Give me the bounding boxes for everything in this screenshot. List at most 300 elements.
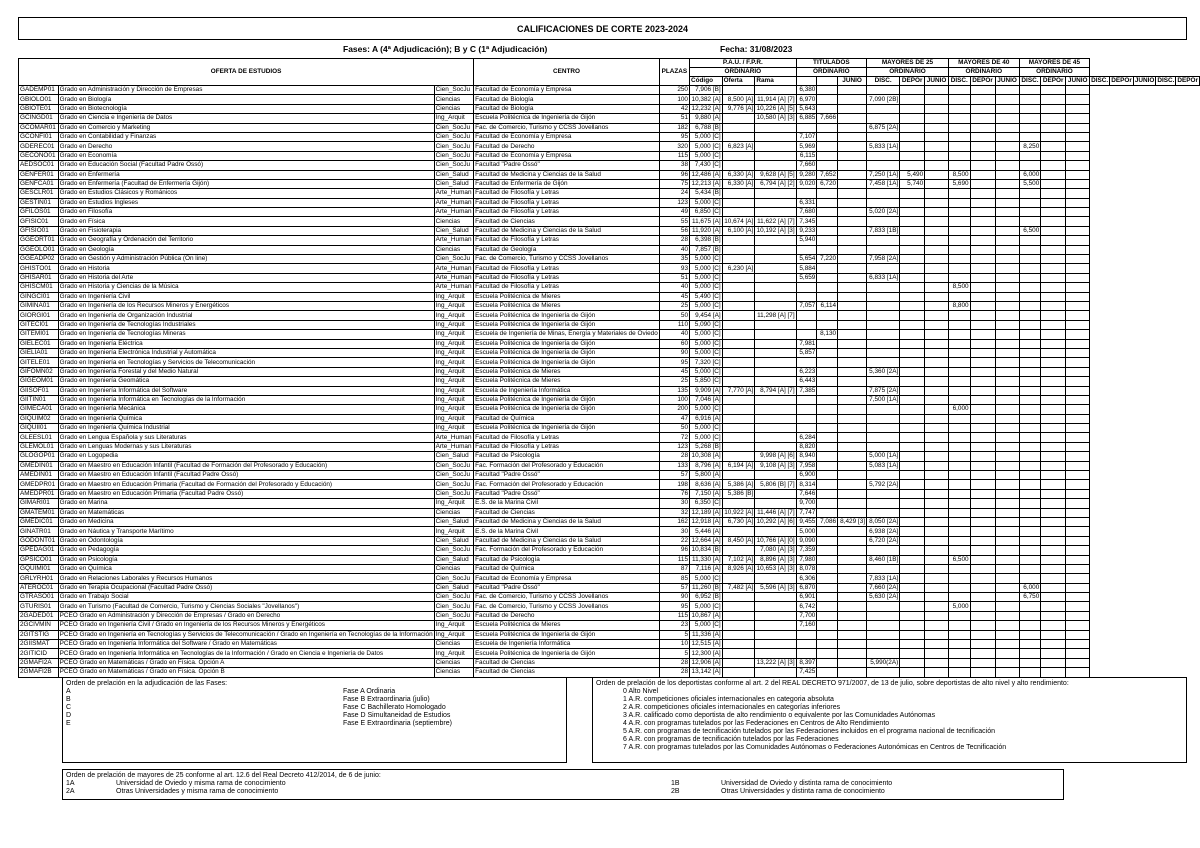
- cell-centro: Escuela Politécnica de Ingeniería de Gijón: [474, 358, 660, 367]
- cell-calificacion: 6,000: [1019, 170, 1041, 179]
- fase-code: E: [66, 720, 71, 727]
- cell-calificacion: 7,770 [A]: [722, 386, 755, 395]
- cell-calificacion: [995, 621, 1019, 630]
- cell-calificacion: 8,500: [948, 170, 970, 179]
- cell-calificacion: [900, 668, 925, 677]
- cell-calificacion: [970, 555, 995, 564]
- cell-calificacion: [817, 358, 838, 367]
- cell-codigo: AMEDIN01: [19, 471, 59, 480]
- cell-codigo: GHISAR01: [19, 273, 59, 282]
- cell-calificacion: 8,314: [796, 480, 817, 489]
- cell-calificacion: 5,490 [C]: [690, 292, 723, 301]
- cell-calificacion: [722, 255, 755, 264]
- cell-rama: Cien_SocJu: [434, 593, 474, 602]
- cell-calificacion: [838, 499, 867, 508]
- cell-oferta: Grado en Física: [58, 217, 434, 226]
- cell-calificacion: [995, 95, 1019, 104]
- cell-calificacion: 6,794 [A] [2]: [755, 179, 796, 188]
- cell-centro: Facultad de Filosofía y Letras: [474, 236, 660, 245]
- cell-calificacion: [1066, 283, 1090, 292]
- cell-plazas: 90: [659, 348, 689, 357]
- deportista-category: 1 A.R. competiciones oficiales internacionales en categoria absoluta: [623, 696, 834, 703]
- cell-calificacion: [838, 170, 867, 179]
- cell-calificacion: [925, 179, 949, 188]
- cell-rama: Cien_SocJu: [434, 255, 474, 264]
- cell-centro: Escuela Politécnica de Ingeniería de Gijón: [474, 348, 660, 357]
- cell-calificacion: [838, 198, 867, 207]
- cell-calificacion: 11,336 [A]: [690, 630, 723, 639]
- cell-calificacion: [1041, 255, 1066, 264]
- cell-calificacion: [817, 95, 838, 104]
- cell-calificacion: [995, 189, 1019, 198]
- cell-calificacion: [1066, 499, 1090, 508]
- mayores25-label: Otras Universidades y misma rama de conocimiento: [116, 788, 279, 795]
- cell-calificacion: [755, 602, 796, 611]
- cell-calificacion: [900, 621, 925, 630]
- cell-calificacion: 5,090 [C]: [690, 320, 723, 329]
- cell-calificacion: [722, 330, 755, 339]
- cell-calificacion: [817, 86, 838, 95]
- header-oferta: Oferta: [722, 77, 755, 86]
- cell-calificacion: 7,652: [817, 170, 838, 179]
- cell-calificacion: [900, 161, 925, 170]
- cell-plazas: 22: [659, 536, 689, 545]
- cell-calificacion: [817, 132, 838, 141]
- cell-calificacion: [755, 593, 796, 602]
- cell-codigo: GPEDAG01: [19, 546, 59, 555]
- cell-calificacion: [948, 104, 970, 113]
- cell-calificacion: [755, 611, 796, 620]
- cell-calificacion: [1041, 189, 1066, 198]
- cell-calificacion: 5,596 [A] [3]: [755, 583, 796, 592]
- cell-calificacion: [995, 658, 1019, 667]
- cell-oferta: PCEO Grado en Ingeniería Informática del Software / Grado en Matemáticas: [58, 640, 434, 649]
- cell-plazas: 5: [659, 649, 689, 658]
- cell-calificacion: 7,980: [796, 555, 817, 564]
- cell-calificacion: [817, 611, 838, 620]
- cell-calificacion: [867, 377, 900, 386]
- cell-plazas: 30: [659, 527, 689, 536]
- cell-calificacion: [1041, 217, 1066, 226]
- table-row: [19, 640, 1200, 649]
- cell-calificacion: [817, 649, 838, 658]
- cell-codigo: GIFOMN02: [19, 367, 59, 376]
- cell-rama: Cien_Salud: [434, 226, 474, 235]
- cell-calificacion: 7,385: [796, 386, 817, 395]
- cell-rama: Ciencias: [434, 245, 474, 254]
- cell-calificacion: [1041, 320, 1066, 329]
- cell-calificacion: [817, 508, 838, 517]
- cell-rama: Cien_Salud: [434, 583, 474, 592]
- cell-centro: Facultad de Enfermería de Gijón: [474, 179, 660, 188]
- header-disc: DISC.: [1157, 77, 1175, 84]
- cell-calificacion: [838, 236, 867, 245]
- cell-calificacion: [1019, 611, 1041, 620]
- cell-calificacion: [970, 208, 995, 217]
- cell-rama: Arte_Human: [434, 198, 474, 207]
- header-junio: JUNIO: [925, 77, 949, 86]
- cell-calificacion: [995, 630, 1019, 639]
- cell-oferta: PCEO Grado en Ingeniería Informática en Tecnologías de la Información / Grado en Ciencia e Ingeniería de Datos: [58, 649, 434, 658]
- cell-calificacion: [1041, 564, 1066, 573]
- cell-centro: Facultad de Filosofía y Letras: [474, 433, 660, 442]
- cell-plazas: 50: [659, 424, 689, 433]
- cell-calificacion: [722, 348, 755, 357]
- cell-calificacion: 8,429 [3]: [838, 517, 867, 526]
- cell-calificacion: [1066, 395, 1090, 404]
- cell-calificacion: [900, 189, 925, 198]
- cell-calificacion: 7,057: [796, 301, 817, 310]
- cell-calificacion: 6,000: [948, 405, 970, 414]
- cell-calificacion: [722, 471, 755, 480]
- cell-calificacion: [1019, 395, 1041, 404]
- cell-oferta: Grado en Gestión y Administración Pública (On line): [58, 255, 434, 264]
- deportista-category: 6 A.R. con programas de tecnificación tutelados por las Federaciones: [623, 736, 839, 743]
- cell-calificacion: [970, 132, 995, 141]
- cell-calificacion: [925, 630, 949, 639]
- cell-calificacion: [796, 245, 817, 254]
- cell-calificacion: 5,360 [2A]: [867, 367, 900, 376]
- cell-calificacion: [995, 386, 1019, 395]
- cell-calificacion: [995, 593, 1019, 602]
- header-rama: Rama: [755, 77, 796, 86]
- cell-calificacion: 5,000 [C]: [690, 339, 723, 348]
- cell-oferta: Grado en Ingeniería de Tecnologías Industriales: [58, 320, 434, 329]
- cell-calificacion: [1041, 358, 1066, 367]
- cell-calificacion: [838, 602, 867, 611]
- cell-calificacion: 9,909 [A]: [690, 386, 723, 395]
- cell-calificacion: [925, 358, 949, 367]
- table-row: [19, 255, 1200, 264]
- cell-calificacion: [817, 442, 838, 451]
- cell-calificacion: [1041, 264, 1066, 273]
- cell-calificacion: [900, 583, 925, 592]
- cell-codigo: ATEROC01: [19, 583, 59, 592]
- cell-calificacion: [970, 386, 995, 395]
- cell-calificacion: [948, 339, 970, 348]
- cell-rama: Ciencias: [434, 508, 474, 517]
- cell-oferta: Grado en Trabajo Social: [58, 593, 434, 602]
- cell-calificacion: [1066, 320, 1090, 329]
- cell-plazas: 40: [659, 330, 689, 339]
- cell-calificacion: [1066, 517, 1090, 526]
- cell-calificacion: [867, 640, 900, 649]
- cell-rama: Cien_SocJu: [434, 142, 474, 151]
- fases-subtitle: Fases: A (4ª Adjudicación); B y C (1ª Adjudicación): [343, 44, 548, 54]
- deportista-category: 5 A.R. con programas de tecnificación tutelados por las Federaciones incluidos en el programa nacional de tecnificación: [623, 728, 995, 735]
- cell-calificacion: [995, 405, 1019, 414]
- cell-calificacion: [817, 433, 838, 442]
- cell-codigo: GGEOLO01: [19, 245, 59, 254]
- cell-rama: Ing_Arquit: [434, 386, 474, 395]
- cell-calificacion: 6,500: [1019, 226, 1041, 235]
- cell-calificacion: [1019, 414, 1041, 423]
- cell-rama: Cien_SocJu: [434, 123, 474, 132]
- cell-plazas: 110: [659, 320, 689, 329]
- table-row: [19, 555, 1200, 564]
- cell-calificacion: [755, 339, 796, 348]
- cell-calificacion: [1019, 114, 1041, 123]
- header-depor: DEPOr: [900, 77, 925, 86]
- cell-centro: Escuela Politécnica de Ingeniería de Gijón: [474, 395, 660, 404]
- cell-calificacion: [970, 339, 995, 348]
- cell-centro: Escuela Politécnica de Mieres: [474, 301, 660, 310]
- cell-calificacion: 5,000 [C]: [690, 348, 723, 357]
- cell-calificacion: [1066, 226, 1090, 235]
- cell-calificacion: [948, 546, 970, 555]
- table-row: [19, 649, 1200, 658]
- cell-calificacion: [970, 471, 995, 480]
- table-row: [19, 339, 1200, 348]
- cell-calificacion: [970, 517, 995, 526]
- cell-calificacion: [1041, 283, 1066, 292]
- cell-calificacion: [970, 367, 995, 376]
- cell-centro: Facultad "Padre Ossó": [474, 161, 660, 170]
- cell-calificacion: [970, 574, 995, 583]
- cell-rama: Ciencias: [434, 640, 474, 649]
- cell-calificacion: [948, 226, 970, 235]
- cell-calificacion: 6,720: [817, 179, 838, 188]
- cell-oferta: Grado en Maestro en Educación Primaria (Facultad Padre Ossó): [58, 489, 434, 498]
- cell-calificacion: 6,000: [1019, 583, 1041, 592]
- cell-calificacion: [995, 536, 1019, 545]
- cell-calificacion: [1019, 358, 1041, 367]
- cell-calificacion: [1066, 142, 1090, 151]
- cell-calificacion: [900, 414, 925, 423]
- cell-calificacion: [970, 179, 995, 188]
- cell-calificacion: [970, 161, 995, 170]
- cell-oferta: Grado en Ingeniería Electrónica Industrial y Automática: [58, 348, 434, 357]
- cell-calificacion: [1066, 574, 1090, 583]
- cell-plazas: 28: [659, 658, 689, 667]
- cell-rama: Ciencias: [434, 668, 474, 677]
- cell-calificacion: [900, 611, 925, 620]
- cell-calificacion: [1019, 330, 1041, 339]
- cell-calificacion: 7,425: [796, 668, 817, 677]
- cell-calificacion: [1066, 301, 1090, 310]
- cell-centro: Escuela Politécnica de Ingeniería de Gijón: [474, 630, 660, 639]
- cell-calificacion: [900, 395, 925, 404]
- cell-calificacion: [925, 330, 949, 339]
- cell-calificacion: [970, 395, 995, 404]
- cell-calificacion: [995, 640, 1019, 649]
- cell-calificacion: [900, 104, 925, 113]
- cell-calificacion: [722, 593, 755, 602]
- cell-calificacion: 11,622 [A] [7]: [755, 217, 796, 226]
- cell-calificacion: [722, 442, 755, 451]
- cell-centro: Facultad de Economía y Empresa: [474, 132, 660, 141]
- cell-calificacion: 7,500 [1A]: [867, 395, 900, 404]
- cell-calificacion: [1019, 668, 1041, 677]
- cell-calificacion: [970, 630, 995, 639]
- cell-rama: Ing_Arquit: [434, 367, 474, 376]
- table-row: [19, 123, 1200, 132]
- cell-calificacion: 7,086: [817, 517, 838, 526]
- cell-calificacion: 11,446 [A] [7]: [755, 508, 796, 517]
- cell-calificacion: [755, 123, 796, 132]
- cell-calificacion: [817, 658, 838, 667]
- cell-calificacion: [970, 320, 995, 329]
- cell-calificacion: 6,443: [796, 377, 817, 386]
- cell-rama: Cien_Salud: [434, 170, 474, 179]
- cell-calificacion: [1041, 95, 1066, 104]
- cell-calificacion: [817, 593, 838, 602]
- table-row: [19, 245, 1200, 254]
- cell-calificacion: [838, 320, 867, 329]
- header-depor: DEPOr: [1041, 77, 1066, 86]
- cell-oferta: Grado en Ingeniería de Organización Industrial: [58, 311, 434, 320]
- cell-calificacion: [900, 301, 925, 310]
- cell-oferta: Grado en Ingeniería de los Recursos Mineros y Energéticos: [58, 301, 434, 310]
- cell-plazas: 38: [659, 161, 689, 170]
- cell-calificacion: [817, 142, 838, 151]
- cell-calificacion: [796, 395, 817, 404]
- cell-calificacion: [995, 339, 1019, 348]
- cell-rama: Ing_Arquit: [434, 405, 474, 414]
- header-ordinario: ORDINARIO: [1019, 68, 1090, 77]
- cell-calificacion: [1041, 330, 1066, 339]
- fase-code: B: [66, 696, 71, 703]
- cell-calificacion: [838, 386, 867, 395]
- grades-table: [18, 58, 1200, 678]
- cell-centro: Facultad de Derecho: [474, 611, 660, 620]
- cell-calificacion: 7,482 [A]: [722, 583, 755, 592]
- cell-calificacion: [722, 189, 755, 198]
- cell-codigo: GIMECA01: [19, 405, 59, 414]
- cell-calificacion: [1066, 668, 1090, 677]
- cell-calificacion: [755, 86, 796, 95]
- cell-calificacion: [925, 640, 949, 649]
- cell-calificacion: [867, 621, 900, 630]
- cell-calificacion: [1066, 104, 1090, 113]
- cell-calificacion: [1066, 424, 1090, 433]
- table-row: [19, 217, 1200, 226]
- cell-plazas: 100: [659, 395, 689, 404]
- cell-calificacion: [995, 574, 1019, 583]
- cell-plazas: 135: [659, 386, 689, 395]
- cell-oferta: Grado en Ingeniería Informática del Software: [58, 386, 434, 395]
- cell-calificacion: [900, 142, 925, 151]
- cell-calificacion: 9,455: [796, 517, 817, 526]
- cell-plazas: 95: [659, 132, 689, 141]
- fase-code: D: [66, 712, 72, 719]
- cell-calificacion: [900, 283, 925, 292]
- cell-calificacion: [900, 433, 925, 442]
- table-row: [19, 405, 1200, 414]
- cell-calificacion: [1066, 358, 1090, 367]
- cell-calificacion: [867, 564, 900, 573]
- cell-calificacion: [925, 292, 949, 301]
- cell-calificacion: 5,446 [A]: [690, 527, 723, 536]
- cell-calificacion: [948, 527, 970, 536]
- cell-calificacion: [1066, 86, 1090, 95]
- table-row: [19, 564, 1200, 573]
- cell-calificacion: [867, 245, 900, 254]
- header-mayores-25: MAYORES DE 25: [867, 59, 949, 68]
- cell-calificacion: [755, 424, 796, 433]
- cell-rama: Cien_Salud: [434, 536, 474, 545]
- cell-calificacion: [1041, 452, 1066, 461]
- cell-calificacion: 8,940: [796, 452, 817, 461]
- cell-calificacion: [1066, 583, 1090, 592]
- cell-calificacion: [948, 574, 970, 583]
- table-row: [19, 489, 1200, 498]
- cell-calificacion: [970, 480, 995, 489]
- table-row: [19, 198, 1200, 207]
- cell-codigo: GHISCM01: [19, 283, 59, 292]
- cell-calificacion: [838, 123, 867, 132]
- cell-calificacion: [755, 377, 796, 386]
- cell-calificacion: [948, 452, 970, 461]
- cell-calificacion: [796, 320, 817, 329]
- cell-calificacion: [925, 123, 949, 132]
- cell-codigo: GCOMAR01: [19, 123, 59, 132]
- cell-calificacion: [1019, 471, 1041, 480]
- cell-oferta: Grado en Enfermería: [58, 170, 434, 179]
- cell-calificacion: [796, 358, 817, 367]
- cell-calificacion: [796, 630, 817, 639]
- cell-centro: Escuela Politécnica de Ingeniería de Gijón: [474, 405, 660, 414]
- cell-calificacion: [755, 273, 796, 282]
- cell-rama: Ing_Arquit: [434, 358, 474, 367]
- cell-calificacion: [1041, 499, 1066, 508]
- cell-calificacion: 6,194 [A]: [722, 461, 755, 470]
- cell-rama: Ing_Arquit: [434, 292, 474, 301]
- cell-calificacion: [1019, 132, 1041, 141]
- cell-calificacion: 9,108 [A] [3]: [755, 461, 796, 470]
- cell-calificacion: [995, 114, 1019, 123]
- cell-codigo: GLOGOP01: [19, 452, 59, 461]
- cell-calificacion: [796, 283, 817, 292]
- cell-calificacion: [838, 546, 867, 555]
- cell-calificacion: [970, 593, 995, 602]
- cell-calificacion: [970, 348, 995, 357]
- cell-calificacion: [722, 621, 755, 630]
- cell-rama: Cien_SocJu: [434, 461, 474, 470]
- cell-centro: Escuela Politécnica de Ingeniería de Gijón: [474, 424, 660, 433]
- cell-calificacion: [1041, 593, 1066, 602]
- cell-calificacion: 6,742: [796, 602, 817, 611]
- cell-oferta: Grado en Turismo (Facultad de Comercio, Turismo y Ciencias Sociales "Jovellanos"): [58, 602, 434, 611]
- cell-calificacion: [948, 320, 970, 329]
- cell-calificacion: 5,850 [C]: [690, 377, 723, 386]
- cell-centro: Facultad de Psicología: [474, 452, 660, 461]
- cell-oferta: Grado en Economía: [58, 151, 434, 160]
- cell-codigo: GESCLR01: [19, 189, 59, 198]
- cell-calificacion: [925, 339, 949, 348]
- cell-codigo: GTURIS01: [19, 602, 59, 611]
- header-junio: JUNIO: [1134, 77, 1155, 84]
- cell-calificacion: [948, 367, 970, 376]
- cell-rama: Cien_Salud: [434, 555, 474, 564]
- cell-codigo: GLEESL01: [19, 433, 59, 442]
- cell-plazas: 115: [659, 555, 689, 564]
- cell-calificacion: 5,500: [1019, 179, 1041, 188]
- cell-centro: Fac. Formación del Profesorado y Educación: [474, 480, 660, 489]
- table-row: [19, 611, 1200, 620]
- cell-calificacion: [817, 208, 838, 217]
- cell-calificacion: [817, 555, 838, 564]
- cell-calificacion: 11,330 [A]: [690, 555, 723, 564]
- cell-calificacion: [1041, 405, 1066, 414]
- cell-calificacion: [1066, 611, 1090, 620]
- cell-oferta: Grado en Química: [58, 564, 434, 573]
- cell-calificacion: [948, 593, 970, 602]
- cell-oferta: Grado en Ingeniería en Tecnologías y Servicios de Telecomunicación: [58, 358, 434, 367]
- cell-calificacion: [900, 377, 925, 386]
- header-junio: JUNIO: [995, 77, 1019, 86]
- cell-calificacion: [1066, 273, 1090, 282]
